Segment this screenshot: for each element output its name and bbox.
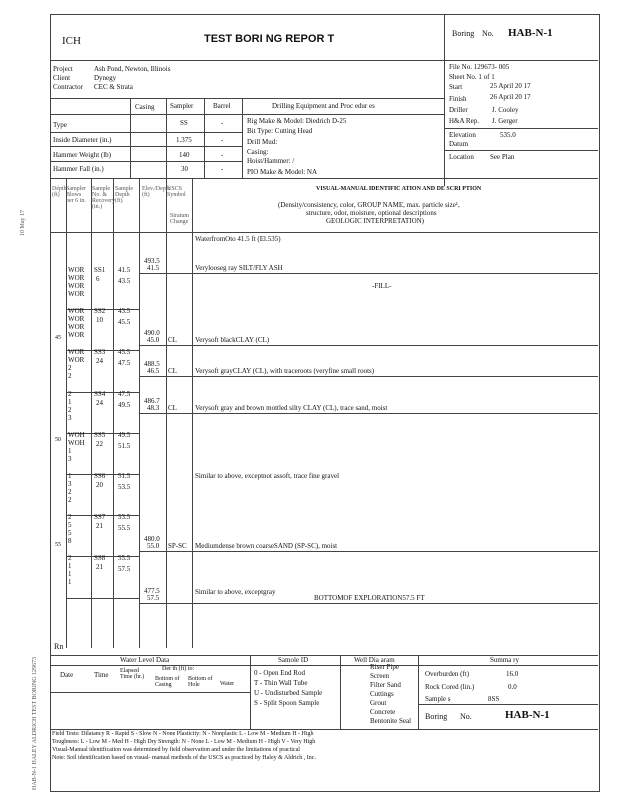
col-header-sample-no: Sample No. & Recovery (in.) [92, 186, 115, 210]
driller-value: J. Cooley [492, 106, 519, 114]
rule [340, 655, 341, 729]
visual-title: VISUAL-MANUAL IDENTIFIC ATION AND DE SCRI PTION [316, 186, 482, 192]
sample-recovery: 10 [96, 316, 103, 325]
sample-blow: 2 [68, 495, 72, 504]
rule [204, 98, 205, 178]
sample-blow: WOH [68, 430, 85, 439]
sample-blow: 2 [68, 364, 72, 373]
samples-label: Sample s [425, 695, 451, 703]
sample-depth-top: 51.5 [118, 471, 131, 480]
rock-label: Rock Cored (lin.) [425, 683, 475, 691]
eq-row-barrel: - [221, 151, 224, 159]
contractor-label: Contractor [53, 83, 83, 91]
col-barrel: Barrel [213, 102, 231, 110]
rule [418, 704, 598, 705]
rule [113, 178, 114, 648]
stratum-elev: 480.0 [144, 535, 160, 543]
wl-depth-to: Der th (ft) to: [162, 666, 195, 672]
sample-depth-top: 49.5 [118, 430, 131, 439]
sample-depth-bottom: 51.5 [118, 441, 131, 450]
sample-blow: WOR [68, 265, 85, 274]
sample-id-item: U - Undisturbed Sample [254, 689, 323, 697]
well-diagram-item: Cuttings [370, 690, 394, 698]
sample-blow: WOR [68, 281, 85, 290]
rule [418, 655, 419, 729]
sample-recovery: 20 [96, 480, 103, 489]
sample-no: SS4 [94, 389, 106, 398]
eq-row-label: Hammer Weight (lb) [53, 151, 112, 159]
visual-sub1: (Density/consistency, color, GROUP NAME, max. particle size¹, [278, 201, 460, 209]
wl-bottom-casing: Bottom of Casing [155, 676, 180, 688]
hoist-info: Hoist/Hammer: / [247, 157, 295, 165]
col-sampler: Sampler [170, 102, 194, 110]
rule [66, 178, 67, 648]
sample-no: SS7 [94, 513, 106, 522]
start-label: Start [449, 83, 463, 91]
rule [50, 146, 242, 147]
sample-depth-bottom: 43.5 [118, 276, 131, 285]
well-diagram-item: Bentonite Seal [370, 717, 412, 725]
client-value: Dynegy [94, 74, 117, 82]
contractor-value: CEC & Strata [94, 83, 133, 91]
rule [50, 178, 598, 179]
stratum-line [139, 376, 598, 377]
col-header-uscs: USCS Symbol [167, 186, 186, 198]
sample-id-item: S - Split Spoon Sample [254, 699, 320, 707]
sample-depth-top: 53.5 [118, 513, 131, 522]
stratum-uscs: CL [168, 366, 177, 375]
sample-no: SS2 [94, 307, 106, 316]
sample-blow: 1 [68, 570, 72, 579]
similar-note: Similar to above, exceptgray [195, 588, 276, 596]
stratum-line [139, 603, 598, 604]
eq-row-sampler: 30 [181, 165, 188, 173]
datum-label: Datum [449, 140, 469, 148]
side-mark: Rn [54, 642, 64, 651]
wl-water: Water [220, 681, 235, 687]
sample-blow: 2 [68, 513, 72, 522]
stratum-elev: 493.5 [144, 256, 160, 265]
stratum-depth: 57.5 [147, 593, 160, 602]
sample-depth-top: 41.5 [118, 265, 131, 274]
stratum-uscs: CL [168, 403, 177, 412]
bit-type: Bit Type: Cutting Head [247, 127, 313, 135]
col-header-elev: Elev./Depth (ft) [142, 186, 171, 198]
footer-row2: Toughness: L - Low M - Med H - High Dry Strength: N - None L - Low M - Medium H - High V - Very High [52, 739, 316, 745]
client-label: Client [53, 74, 71, 82]
visual-sub3: GEOLOGIC INTERPRETATION) [326, 217, 425, 225]
sample-depth-top: 43.5 [118, 307, 131, 316]
rule [50, 98, 444, 99]
rule [444, 14, 445, 186]
boring-number: HAB-N-1 [508, 27, 553, 39]
project-value: Ash Pond, Newton, Illinois [94, 65, 171, 73]
sample-depth-top: 55.5 [118, 554, 131, 563]
rule [50, 161, 242, 162]
stratum-description: Verysoft blackCLAY (CL) [195, 336, 270, 344]
sample-blow: 3 [68, 413, 72, 422]
eq-row-label: Hammer Fall (in.) [53, 165, 104, 173]
col-casing: Casing [135, 103, 155, 111]
stratum-depth: 55.0 [147, 542, 160, 550]
wl-date: Date [60, 671, 74, 679]
sample-blow: 2 [68, 405, 72, 414]
boring-no-label: No. [482, 29, 494, 38]
rule [166, 98, 167, 178]
sample-blow: 5 [68, 529, 72, 538]
sample-depth-top: 45.5 [118, 348, 131, 357]
sample-blow: 2 [68, 389, 72, 398]
sample-depth-bottom: 53.5 [118, 482, 131, 491]
driller-label: Driller [449, 106, 468, 114]
summary-title: Summa ry [490, 656, 519, 664]
rule [91, 178, 92, 648]
sample-blow: 3 [68, 479, 72, 488]
sample-blow: 3 [68, 454, 72, 463]
eq-row-barrel: - [221, 165, 224, 173]
fill-note: -FILL- [372, 282, 392, 290]
page-title: TEST BORI NG REPOR T [204, 33, 335, 45]
sample-recovery: 22 [96, 439, 103, 448]
sample-no: SS5 [94, 430, 106, 439]
similar-note: Similar to above, exceptnot assoft, trace fine gravel [195, 472, 340, 480]
sample-blow: WOR [68, 348, 85, 357]
stratum-depth: 46.5 [147, 366, 160, 375]
sample-blow: 2 [68, 372, 72, 381]
pio-info: PIO Make & Model: NA [247, 168, 317, 176]
sample-no: SS8 [94, 554, 106, 563]
rule [444, 128, 598, 129]
sample-recovery: 21 [96, 563, 103, 572]
stratum-uscs: SP-SC [168, 542, 187, 550]
eq-row-sampler: SS [180, 119, 188, 127]
wl-bottom-hole: Bottom of Hole [188, 676, 213, 688]
sample-blow: 8 [68, 537, 72, 546]
sample-id-title: Samole ID [278, 656, 309, 664]
rule [50, 729, 598, 730]
rep-label: H&A Rep. [449, 117, 479, 125]
finish-label: Finish [449, 95, 467, 103]
rule [130, 98, 131, 178]
boring-footer-no-label: No. [460, 712, 472, 721]
rule [444, 150, 598, 151]
depth-tick: 45 [55, 335, 61, 341]
location-value: See Plan [490, 153, 515, 161]
stratum-depth: 41.5 [147, 263, 160, 272]
col-header-sample-depth: Sample Depth (ft) [115, 186, 133, 204]
side-text: HAB-N-1 HALEY ALDRICH TEST BORING 129673 [32, 656, 38, 790]
water-note: WaterfromOto 41.5 ft (El.535) [195, 235, 281, 243]
start-value: 25 April 20 17 [490, 82, 531, 90]
col-drilling: Drilling Equipment and Proc edur es [272, 102, 375, 110]
casing-info: Casing: [247, 148, 269, 156]
sample-blow: WOR [68, 273, 85, 282]
rule [50, 60, 598, 61]
boring-label: Boring [452, 29, 475, 38]
sample-blow: 1 [68, 471, 72, 480]
well-diagram-item: Filter Sand [370, 681, 401, 689]
col-header-blows: Sampler Blows per 6 in. [66, 186, 86, 204]
stratum-elev: 477.5 [144, 586, 160, 595]
col-header-depth: Dépth (ft) [52, 186, 67, 198]
depth-tick: 55 [55, 542, 61, 548]
file-no: File No. 129673- 005 [449, 63, 510, 71]
stratum-depth: 48.3 [147, 403, 160, 412]
sample-blow: 1 [68, 397, 72, 406]
sample-blow: 2 [68, 487, 72, 496]
project-label: Project [53, 65, 73, 73]
rule [50, 114, 444, 115]
side-date: 10 May 17 [20, 210, 26, 236]
location-label: Location [449, 153, 474, 161]
well-diagram-item: Screen [370, 672, 390, 680]
overburden-label: Overburden (ft) [425, 670, 470, 678]
eq-row-sampler: 1.375 [176, 136, 192, 144]
boring-footer-label: Boring [425, 712, 448, 721]
eq-row-label: Inside Diameter (in.) [53, 136, 112, 144]
sample-depth-bottom: 57.5 [118, 565, 131, 574]
stratum-line [139, 551, 598, 552]
stratum-elev: 488.5 [144, 359, 160, 368]
rule [50, 692, 250, 693]
sample-blow: WOR [68, 307, 85, 316]
col-header-stratum: Stratum Change [170, 213, 189, 225]
sample-depth-bottom: 49.5 [118, 400, 131, 409]
sample-blow: 2 [68, 554, 72, 563]
drill-mud: Drill Mud: [247, 138, 278, 146]
stratum-depth: 45.0 [147, 336, 160, 344]
sample-depth-bottom: 47.5 [118, 359, 131, 368]
rock-value: 0.0 [508, 683, 517, 691]
sample-blow: 1 [68, 446, 72, 455]
well-diagram-item: Grout [370, 699, 387, 707]
sample-depth-bottom: 55.5 [118, 524, 131, 533]
sample-blow: WOR [68, 356, 85, 365]
rep-value: J. Gerger [492, 117, 518, 125]
rule [66, 598, 139, 599]
sheet-no: Sheet No. 1 of 1 [449, 73, 495, 81]
well-diagram-item: Concrete [370, 708, 396, 716]
stratum-line [139, 345, 598, 346]
sample-no: SS1 [94, 265, 106, 274]
eq-row-barrel: - [221, 136, 224, 144]
footer-row3: Visual-Manual identification was determined by field observation and under the limitations of practical [52, 747, 300, 753]
stratum-description: BOTTOMOF EXPLORATION57.5 FT [314, 593, 425, 602]
sample-blow: WOR [68, 331, 85, 340]
sample-no: SS3 [94, 348, 106, 357]
sample-blow: WOR [68, 323, 85, 332]
stratum-description: Verysoft gray and brown mottled silty CLAY (CL), trace sand, moist [195, 403, 388, 412]
sample-blow: WOR [68, 289, 85, 298]
sample-blow: WOR [68, 315, 85, 324]
sample-id-item: 0 - Open End Rod [254, 669, 305, 677]
stratum-line [139, 413, 598, 414]
sample-id-item: T - Thin Wall Tube [254, 679, 308, 687]
footer-row4: Note: Soil identification based on visual- manual methods of the USCS as practiced by Haley & Aldrich , Inc. [52, 755, 316, 761]
rule [242, 98, 243, 178]
sample-blow: 1 [68, 578, 72, 587]
sample-depth-bottom: 45.5 [118, 318, 131, 327]
well-diagram-title: Well Dia aram [354, 656, 395, 664]
sample-no: SS6 [94, 471, 106, 480]
wl-time: Time [94, 671, 109, 679]
stratum-uscs: CL [168, 336, 177, 344]
company-logo: ICH [62, 35, 81, 47]
stratum-elev: 486.7 [144, 396, 160, 405]
sample-blow: 1 [68, 562, 72, 571]
visual-sub2: structure, odor, moisture, optional descriptions [306, 209, 437, 217]
rig-make: Rig Make & Model: Diedrich D-25 [247, 117, 347, 125]
sample-blow: WOH [68, 438, 85, 447]
stratum-line [139, 273, 598, 274]
eq-row-label: Type [53, 121, 67, 129]
sample-recovery: 24 [96, 398, 103, 407]
overburden-value: 16.0 [506, 670, 519, 678]
sample-recovery: 21 [96, 522, 103, 531]
sample-blow: 5 [68, 521, 72, 530]
finish-value: 26 April 20 17 [490, 93, 531, 101]
sample-recovery: 24 [96, 357, 103, 366]
eq-row-barrel: - [221, 119, 224, 127]
elevation-label: Elevation [449, 131, 476, 139]
stratum-description: Verysoft grayCLAY (CL), with traceroots (veryfine small roots) [195, 366, 375, 375]
rule [50, 665, 598, 666]
water-level-title: Water Level Data [120, 656, 170, 664]
depth-tick: 50 [55, 437, 61, 443]
samples-value: 8SS [488, 695, 500, 703]
rule [50, 132, 242, 133]
elevation-value: 535.0 [500, 131, 516, 139]
rule [50, 232, 598, 233]
well-diagram-item: Riser Pipe [370, 663, 399, 671]
stratum-description: Mediumdense brown coarseSAND (SP-SC), moist [195, 542, 338, 550]
wl-elapsed: Elapsed Time (hr.) [120, 668, 145, 680]
stratum-elev: 490.0 [144, 329, 160, 337]
footer-row1: Field Tests: Dilatancy R - Rapid S - Slow N - None Plasticity: N - Nonplastic L - Low M - Medium H - High [52, 731, 314, 737]
rule [250, 655, 251, 729]
eq-row-sampler: 140 [179, 151, 190, 159]
sample-depth-top: 47.5 [118, 389, 131, 398]
sample-recovery: 6 [96, 274, 100, 283]
stratum-description: Verylooseg ray SILT/FLY ASH [195, 263, 283, 272]
boring-footer-number: HAB-N-1 [505, 709, 550, 721]
